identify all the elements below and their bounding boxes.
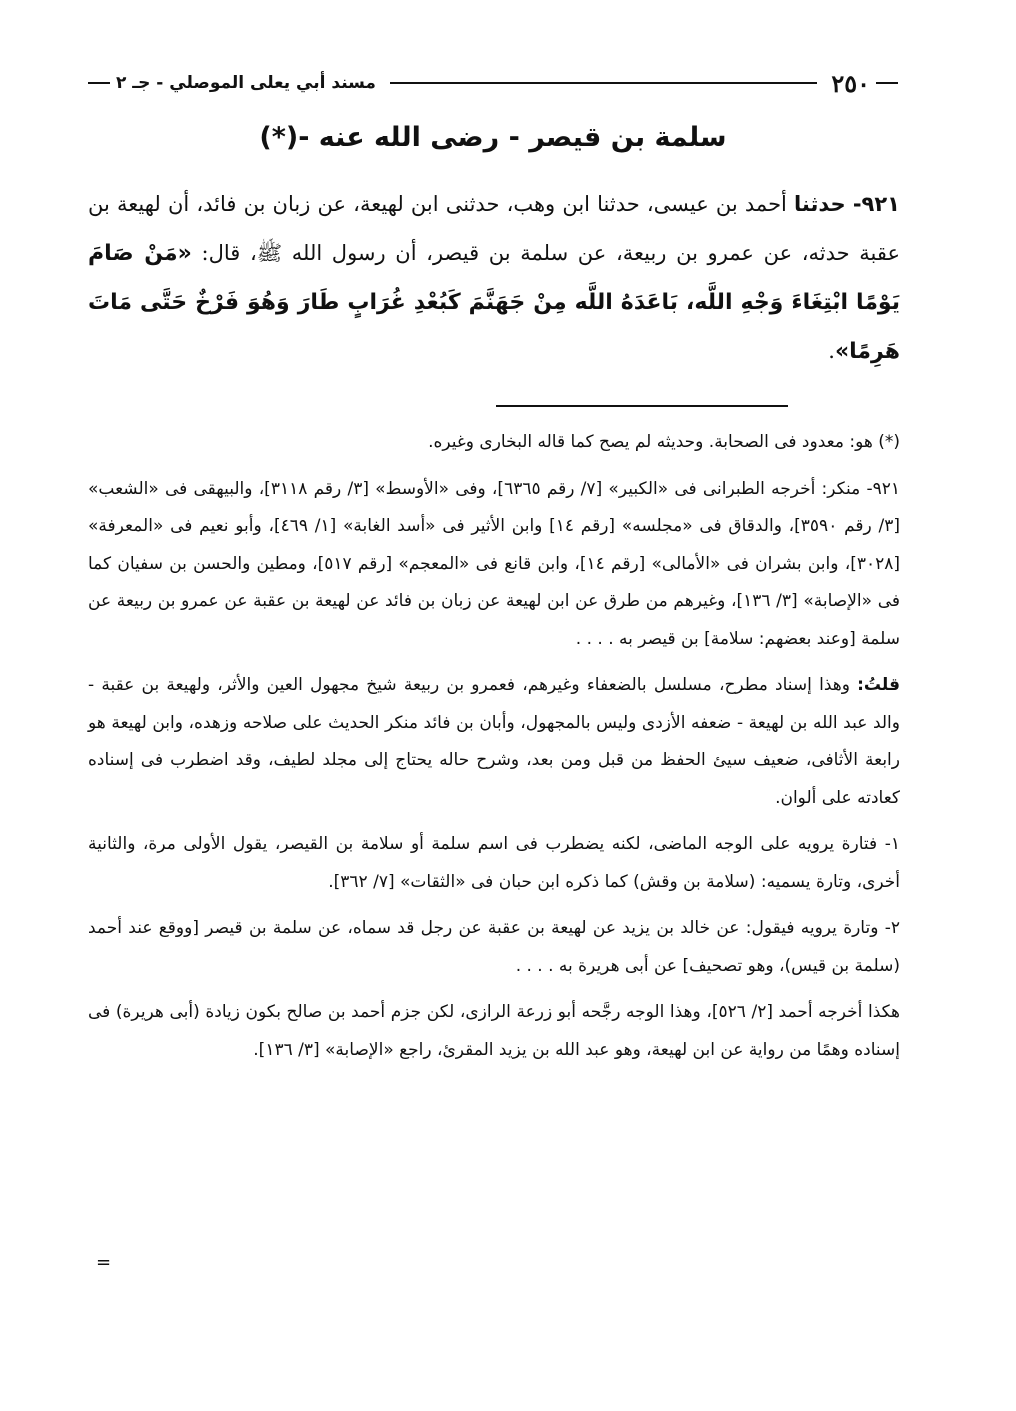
list-item-1: ١- فتارة يرويه على الوجه الماضى، لكنه يضطرب فى اسم سلمة أو سلامة بن القيصر، يقول الأولى مرة، والثانية أخرى، وتارة يسميه: (سلامة بن وقش) كما ذكره ابن حبان فى «الثقات» [٧/ ٣٦٢]. [88,834,900,892]
header-rule-left [88,82,110,84]
footnote-separator [496,405,788,407]
qultu-paragraph [88,667,900,817]
hadith-text [88,180,900,376]
continuation-mark: = [96,1252,112,1273]
star-footnote: (*) هو: معدود فى الصحابة. وحديثه لم يصح كما قاله البخارى وغيره. [428,432,900,452]
matn: «مَنْ صَامَ يَوْمًا ابْتِغَاءَ وَجْهِ اللَّه، بَاعَدَهُ اللَّه مِنْ جَهَنَّمَ كَبُعْدِ غُرَابٍ طَارَ وَهُوَ فَرْخٌ حَتَّى مَاتَ هَرِمًا» [88,241,900,364]
running-title: مسند أبي يعلى الموصلي - جـ ٢ [116,73,376,93]
page-number: ٢٥٠ [831,68,870,98]
page-header [88,66,898,100]
qultu-text: وهذا إسناد مطرح، مسلسل بالضعفاء وغيرهم، فعمرو بن ربيعة شيخ مجهول العين والأثر، ولهيعة بن عقبة - والد عبد الله بن لهيعة - ضعفه الأزدى وليس بالمجهول، وأبان بن فائد منكر الحديث على صلاحه وزهده، وابن لهيعة هو رابعة الأثافى، ضعيف سيئ الحفظ من قبل ومن بعد، وشرح حاله يحتاج إلى مجلد لطيف، وقد اضطرب فى إسناده كعادته على ألوان. [88,675,900,808]
isnad-start: حدثنا [794,192,846,216]
takhrij-paragraph: ٩٢١- منكر: أخرجه الطبرانى فى «الكبير» [٧/ رقم ٦٣٦٥]، وفى «الأوسط» [٣/ رقم ٣١١٨]، والبيهقى فى «الشعب» [٣/ رقم ٣٥٩٠]، والدقاق فى «مجلسه» [رقم ١٤] وابن الأثير فى «أسد الغابة» [١/ ٤٦٩]، وأبو نعيم فى «المعرفة» [٣٠٢٨]، وابن بشران فى «الأمالى» [رقم ١٤]، وابن قانع فى «المعجم» [رقم ٥١٧]، ومطين والحسن بن سفيان كما فى «الإصابة» [٣/ ١٣٦]، وغيرهم من طرق عن ابن لهيعة عن زبان بن فائد عن لهيعة بن عقبة عن عمرو بن ربيعة عن سلمة [وعند بعضهم: سلامة] بن قيصر به . . . . [88,478,901,649]
list-item-2: ٢- وتارة يرويه فيقول: عن خالد بن يزيد عن لهيعة بن عقبة عن رجل قد سماه، عن سلمة بن قيصر [ووقع عند أحمد (سلمة بن قيس)، وهو تصحيف] عن أبى هريرة به . . . . [88,918,900,976]
final-paragraph: هكذا أخرجه أحمد [٢/ ٥٢٦]، وهذا الوجه رجَّحه أبو زرعة الرازى، لكن جزم أحمد بن صالح بكون زيادة (أبى هريرة) فى إسناده وهمًا من رواية عن ابن لهيعة، وهو عبد الله بن يزيد المقرئ، راجع «الإصابة» [٣/ ١٣٦]. [88,1002,900,1060]
chapter-title: سلمة بن قيصر - رضى الله عنه -(*) [259,122,727,153]
hadith-number: ٩٢١- [852,192,900,216]
header-rule-right [876,82,898,84]
header-rule [390,82,817,84]
hadith-end: . [828,339,835,363]
footnotes [88,424,900,1078]
qultu-label: قلتُ: [857,675,900,695]
isnad: أحمد بن عيسى، حدثنا ابن وهب، حدثنى ابن لهيعة، عن زبان بن فائد، أن لهيعة بن عقبة حدثه، عن عمرو بن ربيعة، عن سلمة بن قيصر، أن رسول الله ﷺ، قال: [88,192,901,265]
